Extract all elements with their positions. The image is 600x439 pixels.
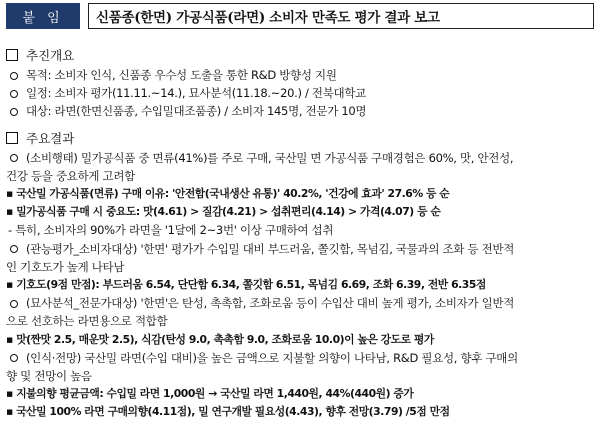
consumer-preference-scores: ▪ 기호도(9점 만점): 부드러움 6.54, 단단함 6.34, 쫄깃함 6.51, 목넘김 6.69, 조화 6.39, 전반 6.35점 xyxy=(6,278,486,292)
square-bullet-icon xyxy=(6,49,18,61)
willingness-to-pay: ▪ 지불의향 평균금액: 수입밀 라면 1,000원 → 국산밀 라면 1,440원, 44%(440원) 증가 xyxy=(6,387,414,401)
consumption-frequency: - 특히, 소비자의 90%가 라면을 '1달에 2~3번' 이상 구매하여 섭취 xyxy=(8,223,334,238)
outlook-summary-cont: 향 및 전망이 높음 xyxy=(6,369,92,384)
consumption-importance: ▪ 밀가공식품 구매 시 중요도: 맛(4.61) > 질감(4.21) > 섭취편리(4.14) > 가격(4.07) 등 순 xyxy=(6,205,441,219)
consumer-eval-summary-cont: 인 기호도가 높게 나타남 xyxy=(6,259,125,274)
attachment-badge: 붙 임 xyxy=(6,3,80,29)
expert-intensity-scores: ▪ 맛(짠맛 2.5, 매운맛 2.5), 식감(탄성 9.0, 촉촉함 9.0, 조화로움 10.0)이 높은 강도로 평가 xyxy=(6,332,434,346)
report-body xyxy=(6,44,594,422)
outlook-summary: (인식·전망) 국산밀 라면(수입 대비)을 높은 금액으로 지불할 의향이 나타남, R&D 필요성, 향후 구매의 xyxy=(6,349,594,367)
circle-bullet-icon xyxy=(10,72,18,80)
purchase-intent-scores: ▪ 국산밀 100% 라면 구매의향(4.11점), 밀 연구개발 필요성(4.43), 향후 전망(3.79) /5점 만점 xyxy=(6,405,450,419)
expert-eval-summary-cont: 으로 선호하는 라면용으로 적합함 xyxy=(6,314,168,329)
overview-purpose: 목적: 소비자 인식, 신품종 우수성 도출을 통한 R&D 방향성 지원 xyxy=(6,66,594,84)
report-header xyxy=(6,3,594,29)
circle-bullet-icon xyxy=(10,354,18,362)
circle-bullet-icon xyxy=(10,90,18,98)
section-results-heading: 주요결과 xyxy=(6,127,594,149)
consumer-eval-summary: (관능평가_소비자대상) '한면' 평가가 수입밀 대비 부드러움, 쫄깃함, 목넘김, 국물과의 조화 등 전반적 xyxy=(6,240,594,258)
consumption-summary: (소비행태) 밀가공식품 중 면류(41%)를 주로 구매, 국산밀 면 가공식품 구매경험은 60%, 맛, 안전성, xyxy=(6,149,594,167)
section-overview-heading: 추진개요 xyxy=(6,44,594,66)
overview-target: 대상: 라면(한면신품종, 수입밀대조품종) / 소비자 145명, 전문가 10명 xyxy=(6,102,594,120)
circle-bullet-icon xyxy=(10,154,18,162)
square-bullet-icon xyxy=(6,132,18,144)
consumption-reason: ▪ 국산밀 가공식품(면류) 구매 이유: '안전함(국내생산 유통)' 40.2%, '건강에 효과' 27.6% 등 순 xyxy=(6,187,450,201)
circle-bullet-icon xyxy=(10,300,18,308)
consumption-summary-cont: 건강 등을 중요하게 고려함 xyxy=(6,168,135,183)
report-title: 신품종(한면) 가공식품(라면) 소비자 만족도 평가 결과 보고 xyxy=(88,3,594,29)
circle-bullet-icon xyxy=(10,108,18,116)
expert-eval-summary: (묘사분석_전문가대상) '한면'은 탄성, 촉촉함, 조화로움 등이 수입산 대비 높게 평가, 소비자가 일반적 xyxy=(6,294,594,312)
circle-bullet-icon xyxy=(10,245,18,253)
overview-schedule: 일정: 소비자 평가(11.11.~14.), 묘사분석(11.18.~20.) / 전북대학교 xyxy=(6,84,594,102)
